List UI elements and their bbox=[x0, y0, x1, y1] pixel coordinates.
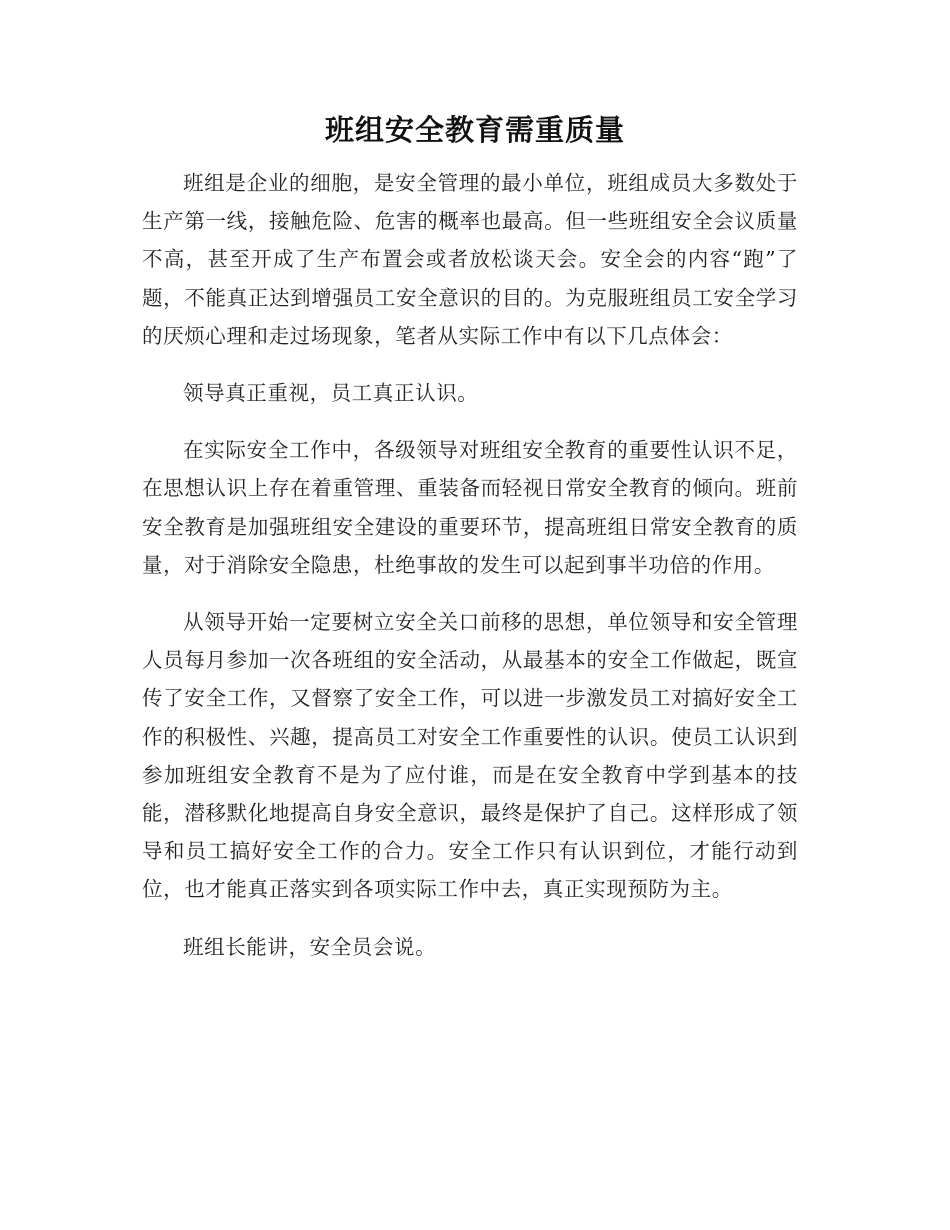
document-body bbox=[142, 164, 798, 985]
paragraph-heading-leadership: 领导真正重视，员工真正认识。 bbox=[183, 381, 479, 406]
paragraph-heading-team-leader: 班组长能讲，安全员会说。 bbox=[183, 934, 437, 959]
paragraph-leadership-action: 从领导开始一定要树立安全关口前移的思想，单位领导和安全管理人员每月参加一次各班组的安全活动，从最基本的安全工作做起，既宣传了安全工作，又督察了安全工作，可以进一步激发员工对搞好安全工作的积极性、兴趣，提高员工对安全工作重要性的认识。使员工认识到参加班组安全教育不是为了应付谁，而是在安全教育中学到基本的技能，潜移默化地提高自身安全意识，最终是保护了自己。这样形成了领导和员工搞好安全工作的合力。安全工作只有认识到位，才能行动到位，也才能真正落实到各项实际工作中去，真正实现预防为主。 bbox=[142, 610, 798, 902]
paragraph-leadership-awareness: 在实际安全工作中，各级领导对班组安全教育的重要性认识不足，在思想认识上存在着重管理、重装备而轻视日常安全教育的倾向。班前安全教育是加强班组安全建设的重要环节，提高班组日常安全教育的质量，对于消除安全隐患，杜绝事故的发生可以起到事半功倍的作用。 bbox=[142, 438, 798, 577]
document-title: 班组安全教育需重质量 bbox=[324, 113, 625, 147]
paragraph-intro: 班组是企业的细胞，是安全管理的最小单位，班组成员大多数处于生产第一线，接触危险、危害的概率也最高。但一些班组安全会议质量不高，甚至开成了生产布置会或者放松谈天会。安全会的内容“跑”了题，不能真正达到增强员工安全意识的目的。为克服班组员工安全学习的厌烦心理和走过场现象，笔者从实际工作中有以下几点体会： bbox=[142, 171, 798, 348]
